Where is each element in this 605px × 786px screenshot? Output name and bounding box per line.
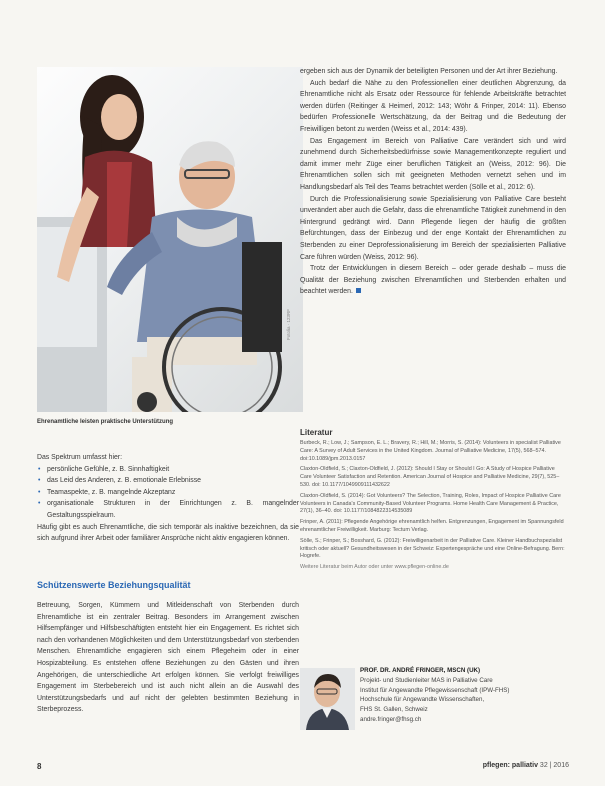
section-paragraph: Betreuung, Sorgen, Kümmern und Mitleidenschaft von Sterbenden durch Ehrenamtliche ist ein zentraler Beitrag. Besonders im Arrangement zwischen Hilfsempfänger und Hilfsbeschäftigten entsteht hier ein Engagement. Es richtet sich nach den vorhandenen Möglichkeiten und dem Unterstützungsbedarf von sterbenden Menschen. Ehrenamtliche engagieren sich einem Pflegeheim oder in einer Hospizabteilung. Es entstehen offene Beziehungen zu den Gästen und ihren Angehörigen, die unterschiedliche Art erfolgen können. Sie verfolgt freiwilliges Engagement im Sterbebereich und ist auch nicht allein an die Auswahl des Unterstützungsbedarfs und auf nicht der gelebten bestimmten Beziehung in Sterbeprozess. (37, 602, 299, 714)
photo-woman-and-man-in-wheelchair-icon (37, 67, 303, 412)
author-line: Hochschule für Angewandte Wissenschaften, (360, 696, 485, 704)
paragraph: Auch bedarf die Nähe zu den Professionellen einer deutlichen Abgrenzung, da Ehrenamtliche nicht als Ersatz oder Ressource für fehlende Arbeitskräfte betrachtet werden dürfen (Reitinger & Heimerl, 2012: 143; Wöhr & Frinper, 2014: 11). Ebenso bedürfen Professionelle Wertschätzung, da der Beitrag und die Bedeutung der Freiwilligen betont zu werden (Weiss et al., 2014: 439). (300, 79, 566, 133)
literature-entry: Sölle, S.; Frinper, S.; Bosshard, G. (2012): Freiwilligenarbeit in der Palliative Care. Kleiner Handbuchspezialist kritisch oder aktuell? Gesundheitswesen in der Schweiz: Expertengespräche und eine Online-Befragung. Bern: Hogrefe. (300, 537, 565, 560)
photo-credit: Fotolia · 123RF (286, 308, 291, 340)
bullet-list (37, 464, 299, 522)
author-line: Institut für Angewandte Pflegewissenschaft (IPW-FHS) (360, 686, 510, 694)
section-body (37, 600, 299, 716)
paragraph-text: Trotz der Entwicklungen in diesem Bereich – oder gerade deshalb – muss die Qualität der Beziehung zwischen Ehrenamtlichen und Sterbenden erhalten und beachtet werden. (300, 265, 566, 296)
literature-entry: Burbeck, R.; Low, J.; Sampson, E. L.; Bravery, R.; Hill, M.; Morris, S. (2014): Volunteers in specialist Palliative Care: A Survey of Adult Services in the United Kingdom. Journal of Palliative Medicine, 17(5), 568–574. doi:10.1089/jpm.2013.0157 (300, 440, 561, 462)
author-photo (300, 668, 355, 730)
literature-entry: Claxton-Oldfield, S.; Claxton-Oldfield, J. (2012): Should I Stay or Should I Go: A Study of Hospice Palliative Care Volunteer Satisfaction and Retention. American Journal of Hospice and Palliative Medicine, 29(7), 525–530. doi: 10.1177/1049909111432622 (300, 466, 560, 488)
list-item: • das Leid des Anderen, z. B. emotionale Erlebnisse (37, 475, 299, 487)
literature-list (300, 440, 566, 572)
footer-magazine (483, 762, 569, 769)
literature-title: Literatur (300, 428, 333, 437)
literature-entry: Frinper, A. (2011): Pflegende Angehörige ehrenamtlich helfen. Entgrenzungen, Engagement im Spannungsfeld ehrenamtlicher Freiwilligkeit. Marburg: Tectum Verlag. (300, 519, 564, 533)
end-of-article-icon (356, 288, 361, 293)
list-intro: Das Spektrum umfasst hier: (37, 454, 123, 461)
list-item: • persönliche Gefühle, z. B. Sinnhaftigkeit (37, 464, 299, 476)
author-portrait-icon (300, 668, 355, 730)
paragraph: Das Engagement im Bereich von Palliative Care verändert sich und wird zunehmend durch Sicherheitsbedürfnisse sowie Managementkonzepte reguliert und damit immer mehr Züge einer beruflichen Tätigkeit an (Weiss, 2012: 96). Die Ehrenamtlichen sollen sich mit geeigneten Methoden vernetzt sehen und im Handlungsbedarf als Teil des Teams betrachtet werden (Sölle et al., 2012: 6). (300, 137, 566, 191)
author-line: FHS St. Gallen, Schweiz (360, 706, 428, 714)
photo-caption: Ehrenamtliche leisten praktische Unterstützung (37, 419, 174, 425)
right-column-text (300, 66, 566, 298)
paragraph: ergeben sich aus der Dynamik der beteiligten Personen und der Art ihrer Beziehung. (300, 68, 558, 75)
author-line: Projekt- und Studienleiter MAS in Palliative Care (360, 676, 493, 684)
list-item: • organisationale Strukturen in der Einrichtungen z. B. mangelnder Gestaltungsspielraum. (37, 498, 299, 521)
author-box (360, 666, 570, 725)
magazine-name: pflegen: palliativ (482, 762, 538, 769)
section-heading: Schützenswerte Beziehungsqualität (37, 580, 191, 590)
left-column-text (37, 452, 299, 545)
page-number: 8 (37, 762, 42, 771)
paragraph: Durch die Professionalisierung sowie Spezialisierung von Palliative Care besteht unverändert aber auch die Gefahr, dass die ehrenamtliche Tätigkeit zunehmend in den Hintergrund gedrängt wird. Dann Pflegende liegen der häufig die größten Befürchtungen, dass der Einbezug und der enge Kontakt der Ehrenamtlichen zu Sterbenden zu einer Deprofessionalisierung im Bereich der spezialisierten Palliative Care führen würden (Weiss, 2012: 96). (300, 195, 566, 261)
issue-number: 32 | 2016 (539, 762, 569, 769)
author-name: PROF. DR. ANDRÉ FRINGER, MSCN (UK) (360, 667, 481, 674)
literature-entry: Claxton-Oldfield, S. (2014): Got Volunteers? The Selection, Training, Roles, Impact of Hospice Palliative Care Volunteers in Canada's Community-Based Volunteer Programs. Home Health Care Management & Practice, 27(1), 36–40. doi: 10.1177/1084822314535089 (300, 492, 561, 515)
list-outro: Häufig gibt es auch Ehrenamtliche, die sich temporär als inaktive bezeichnen, da sie sich aufgrund ihrer Arbeit oder familiärer Ansprüche nicht aktiv engagieren können. (37, 523, 299, 543)
author-email: andre.fringer@fhsg.ch (360, 715, 422, 723)
article-photo (37, 67, 303, 412)
paragraph-last (300, 263, 566, 298)
list-item: • Teamaspekte, z. B. mangelnde Akzeptanz (37, 487, 299, 499)
literature-note: Weitere Literatur beim Autor oder unter www.pflegen-online.de (300, 564, 449, 571)
